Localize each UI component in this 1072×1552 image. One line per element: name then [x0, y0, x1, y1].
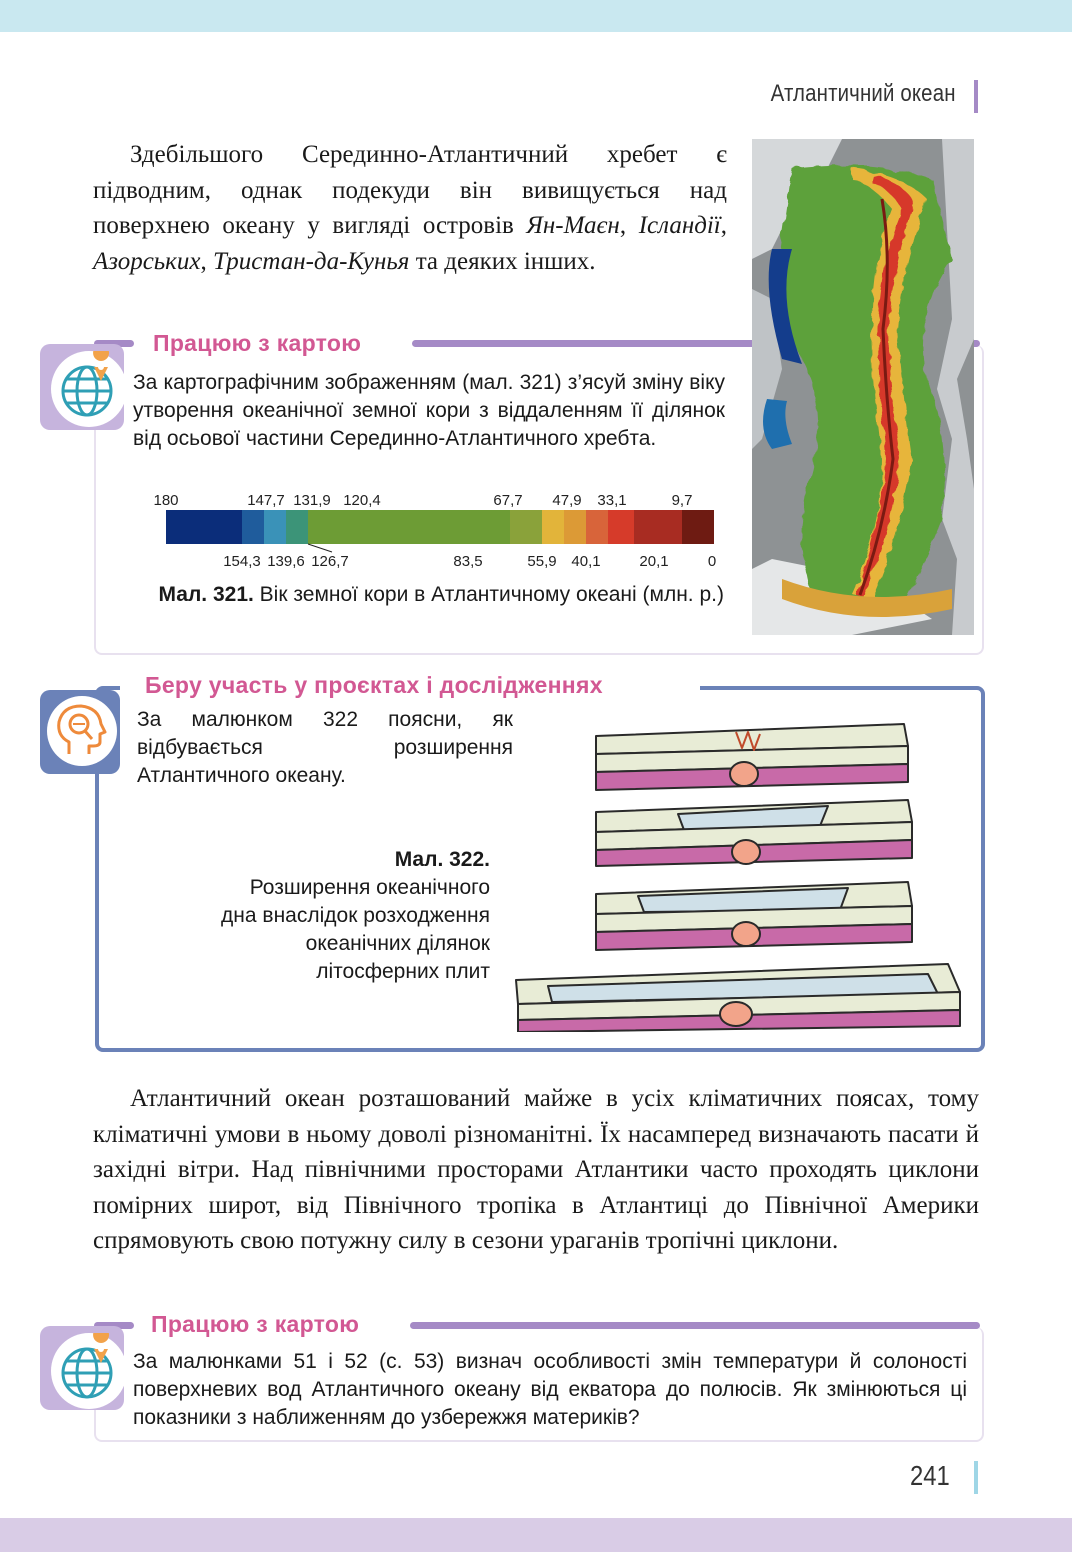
island-name: Ян-Маєн: [526, 212, 620, 239]
scale-segment: [264, 510, 286, 544]
scale-segment: [564, 510, 586, 544]
scale-segment: [286, 510, 308, 544]
head-magnifier-icon: [47, 696, 117, 766]
figure-321-caption: [120, 581, 724, 609]
island-name: Ісландії: [638, 212, 721, 239]
paragraph-climate: [93, 1081, 979, 1259]
age-color-scale: [150, 488, 730, 574]
paragraph-mid-atlantic-ridge: [93, 137, 727, 279]
scale-segment: [586, 510, 608, 544]
scale-bottom-label: 55,9: [527, 553, 557, 570]
scale-bottom-label: 126,7: [311, 553, 349, 570]
scale-top-label: 147,7: [247, 492, 285, 509]
text-run: ,: [619, 212, 639, 239]
scale-top-label: 47,9: [552, 492, 582, 509]
caption-line: Розширення океанічного: [249, 876, 490, 899]
globe-pin-icon: [51, 351, 127, 427]
running-head: Атлантичний океан: [770, 80, 956, 107]
box-title: Працюю з картою: [151, 1311, 360, 1337]
scale-segment: [682, 510, 714, 544]
box-title: Беру участь у проєктах і дослідженнях: [145, 672, 603, 698]
caption-line: океанічних ділянок: [305, 932, 490, 955]
scale-top-label: 131,9: [293, 492, 331, 509]
scale-top-label: 33,1: [597, 492, 627, 509]
caption-text: Вік земної кори в Атлантичному океані (млн. р.): [253, 583, 724, 606]
atlantic-crust-age-map: [752, 139, 974, 635]
scale-top-label: 180: [153, 492, 179, 509]
caption-line: літосферних плит: [316, 960, 490, 983]
task-text: За малюнком 322 поясни, як відбувається розширення Атлантичного океану.: [137, 708, 513, 787]
scale-segment: [542, 510, 564, 544]
paragraph-text: Атлантичний океан розташований майже в усіх кліматичних поясах, тому кліматичні умови в ньому доволі різноманітні. Їх насамперед визначають пасати й західні вітри. Над північними просторами Атлантики часто проходять циклони помірних широт, від Північного тропіка в Атлантиці до Північної Америки спрямовують свою потужну силу в сезони ураганів тропічні циклони.: [93, 1085, 979, 1254]
crust-age-map-image: [752, 139, 974, 635]
page-number-bar: [974, 1461, 978, 1494]
globe-pin-icon: [51, 1333, 127, 1409]
spreading-stages-svg: [508, 716, 968, 1032]
text-run: ,: [200, 247, 213, 275]
scale-bottom-label: 40,1: [571, 553, 601, 570]
scale-segment: [242, 510, 264, 544]
scale-segment: [510, 510, 542, 544]
scale-leader-line: [308, 544, 332, 552]
task-text: За картографічним зображенням (мал. 321) з’ясуй зміну віку утворення океанічної земної кори з віддаленням її ділянок від осьової частини Серединно-Атлантичного хребта.: [133, 371, 725, 450]
scale-bottom-label: 83,5: [453, 553, 483, 570]
caption-number: Мал. 322.: [394, 848, 490, 871]
island-name: Азорських: [93, 247, 201, 275]
island-name: Тристан-да-Кунья: [212, 247, 410, 275]
running-head-bar: [974, 80, 978, 113]
page-number: 241: [910, 1460, 950, 1491]
scale-top-label: 67,7: [493, 492, 523, 509]
caption-number: Мал. 321.: [158, 583, 254, 606]
scale-top-label: 9,7: [671, 492, 693, 509]
caption-line: дна внаслідок розходження: [221, 904, 490, 927]
text-run: ,: [720, 212, 728, 239]
bottom-color-band: [0, 1518, 1072, 1552]
scale-bottom-label: 0: [707, 553, 717, 570]
scale-segment: [608, 510, 634, 544]
scale-top-label: 120,4: [343, 492, 381, 509]
figure-322-caption: [150, 846, 490, 986]
scale-bottom-label: 20,1: [639, 553, 669, 570]
text-run: Здебільшого Серединно-Атлантичний хребет є підводним, однак подекуди він вивищується над поверхнею океану у вигляді островів: [93, 141, 727, 239]
text-run: та деяких інших.: [409, 247, 596, 275]
scale-segment: [308, 510, 510, 544]
top-color-band: [0, 0, 1072, 32]
task-text: За малюнками 51 і 52 (с. 53) визнач особливості змін температури й солоності поверхневих вод Атлантичного океану від екватора до полюсів. Як змінюються ці показники з наближенням до узбережжя материків?: [133, 1350, 967, 1429]
seafloor-spreading-diagram: [508, 716, 968, 1032]
scale-segment: [166, 510, 242, 544]
scale-bottom-label: 139,6: [267, 553, 305, 570]
box-title-rule: [410, 1322, 980, 1329]
box-title: Працюю з картою: [153, 330, 362, 356]
scale-bottom-label: 154,3: [223, 553, 261, 570]
age-scale-svg: [150, 488, 730, 574]
scale-segment: [634, 510, 682, 544]
